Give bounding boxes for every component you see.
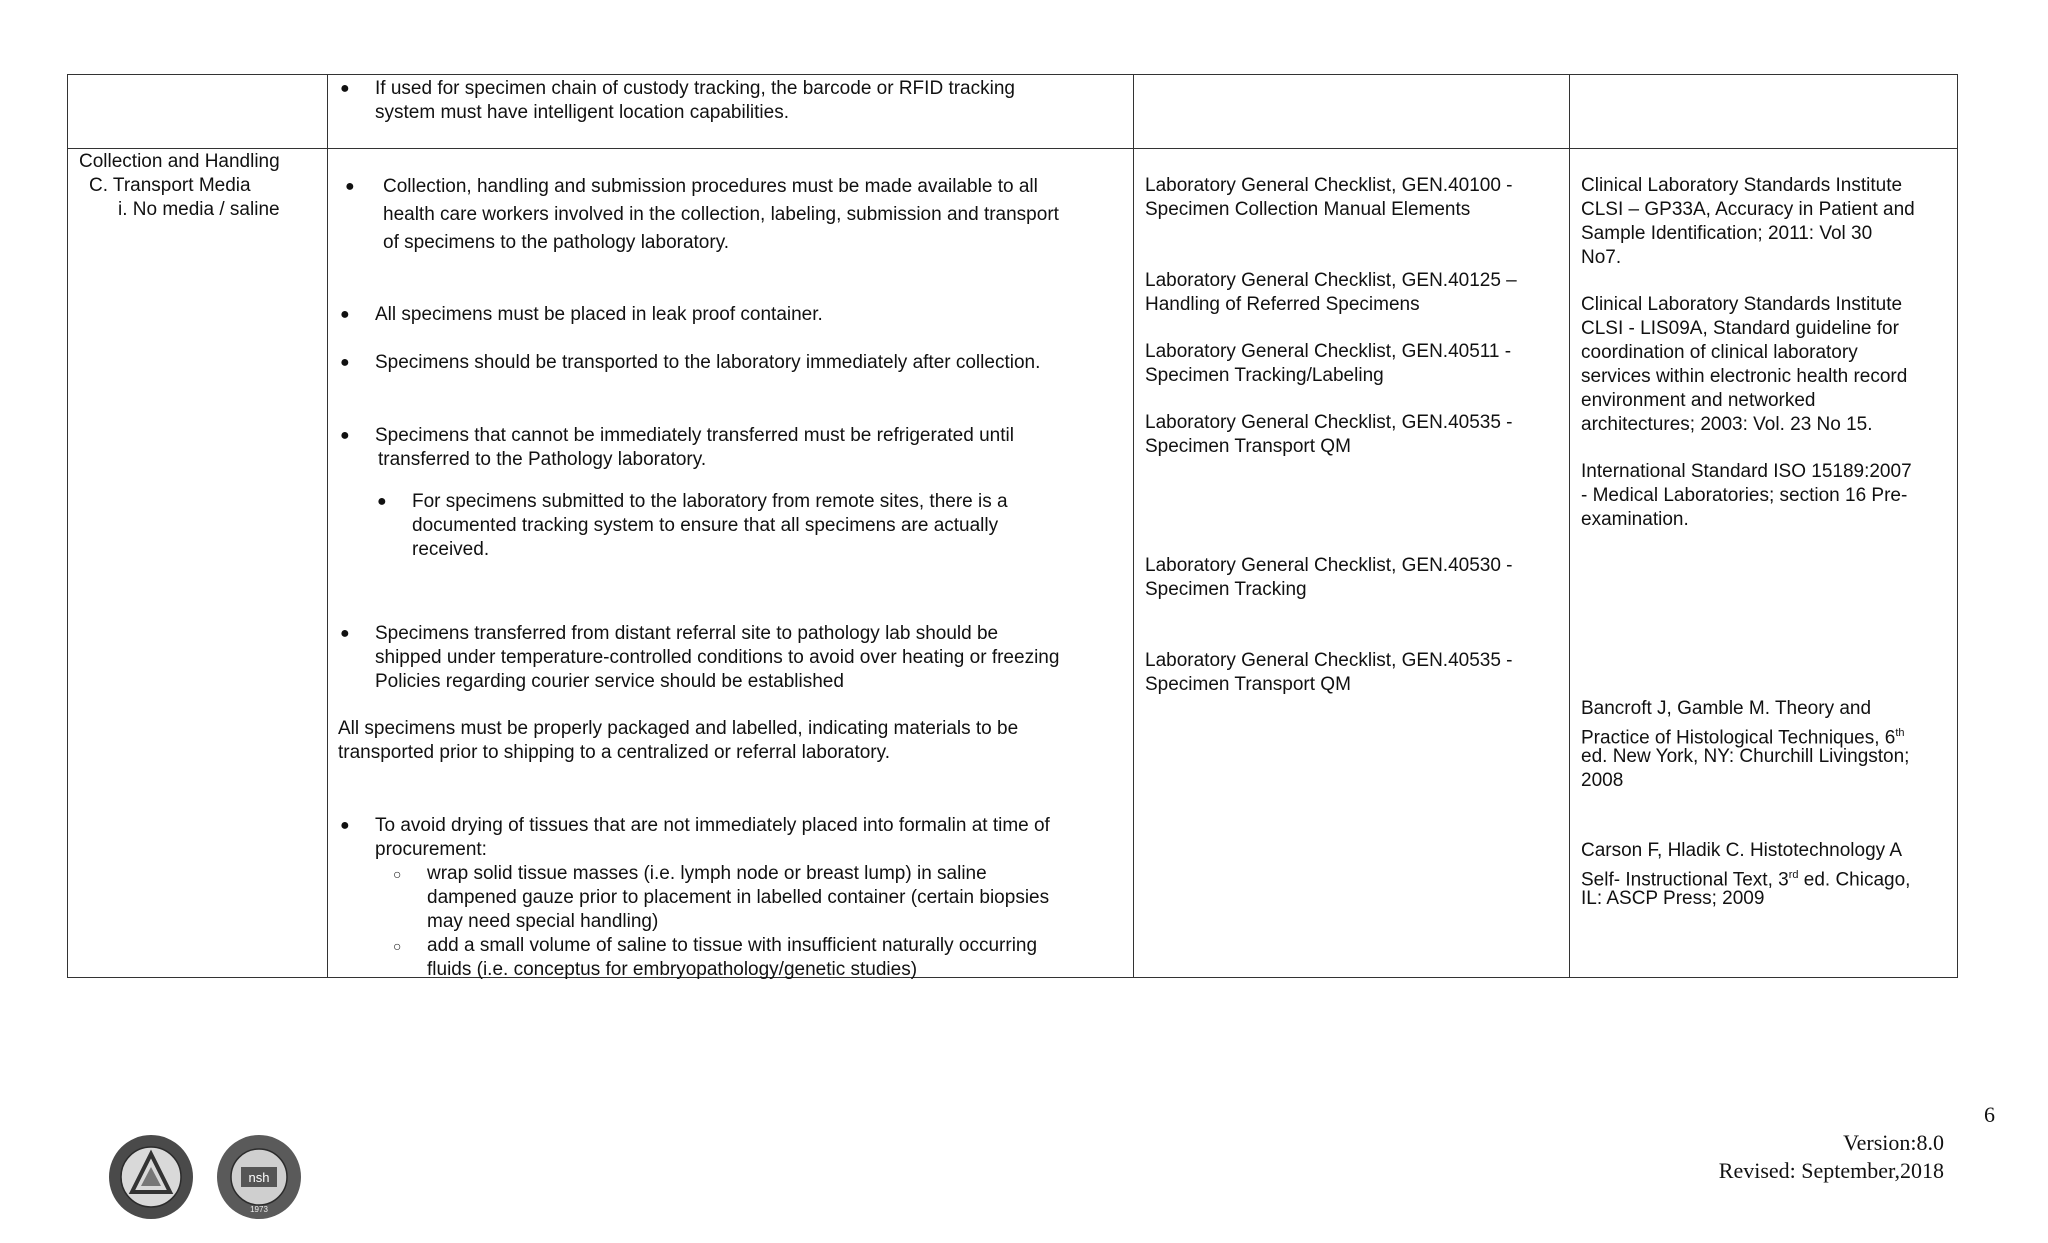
requirement-text: Specimens that cannot be immediately transferred must be refrigerated until — [375, 425, 1014, 446]
nsh-year: 1973 — [250, 1205, 268, 1214]
requirement-text: Specimens should be transported to the laboratory immediately after collection. — [375, 352, 1041, 373]
literature-reference: CLSI – GP33A, Accuracy in Patient and — [1581, 199, 1915, 220]
requirement-subtext: dampened gauze prior to placement in labelled container (certain biopsies — [427, 887, 1050, 908]
cap-seal-icon — [108, 1134, 194, 1220]
literature-reference: Bancroft J, Gamble M. Theory and — [1581, 698, 1872, 719]
sub-bullet-icon: ○ — [393, 866, 402, 882]
literature-reference: - Medical Laboratories; section 16 Pre- — [1581, 485, 1908, 506]
requirement-subtext: wrap solid tissue masses (i.e. lymph node or breast lump) in saline — [427, 863, 987, 884]
bullet-icon: ● — [340, 427, 350, 444]
requirement-text: To avoid drying of tissues that are not immediately placed into formalin at time of — [375, 815, 1050, 836]
literature-reference: Carson F, Hladik C. Histotechnology A — [1581, 840, 1903, 861]
checklist-reference: Specimen Collection Manual Elements — [1145, 199, 1471, 220]
checklist-reference: Specimen Tracking/Labeling — [1145, 365, 1384, 386]
superscript: rd — [1788, 869, 1799, 881]
version-label: Version:8.0 — [1843, 1130, 1944, 1155]
requirement-subtext: may need special handling) — [427, 911, 659, 932]
requirement-text: shipped under temperature-controlled conditions to avoid over heating or freezing — [375, 647, 1060, 668]
requirement-paragraph: All specimens must be properly packaged and labelled, indicating materials to be — [338, 718, 1019, 739]
bullet-icon: ● — [377, 493, 387, 510]
section-label: Collection and Handling — [79, 151, 280, 172]
row1-bullet-text: If used for specimen chain of custody tracking, the barcode or RFID tracking — [375, 78, 1015, 99]
checklist-reference: Laboratory General Checklist, GEN.40125 – — [1145, 270, 1517, 291]
requirement-text: All specimens must be placed in leak proof container. — [375, 304, 823, 325]
literature-reference: IL: ASCP Press; 2009 — [1581, 888, 1765, 909]
nsh-seal-icon — [216, 1134, 302, 1220]
bullet-icon: ● — [340, 625, 350, 642]
literature-reference: examination. — [1581, 509, 1689, 530]
literature-reference: coordination of clinical laboratory — [1581, 342, 1858, 363]
literature-reference: 2008 — [1581, 770, 1624, 791]
literature-reference: No7. — [1581, 247, 1622, 268]
bullet-icon: ● — [340, 306, 350, 323]
checklist-reference: Laboratory General Checklist, GEN.40100 - — [1145, 175, 1513, 196]
requirement-text: procurement: — [375, 839, 487, 860]
page-number: 6 — [1984, 1102, 1995, 1127]
literature-reference: International Standard ISO 15189:2007 — [1581, 461, 1912, 482]
revised-label: Revised: September,2018 — [1718, 1158, 1944, 1183]
checklist-reference: Laboratory General Checklist, GEN.40535 - — [1145, 412, 1513, 433]
literature-reference: architectures; 2003: Vol. 23 No 15. — [1581, 414, 1873, 435]
requirement-text: transferred to the Pathology laboratory. — [378, 449, 707, 470]
checklist-reference: Laboratory General Checklist, GEN.40530 - — [1145, 555, 1513, 576]
cap-logo — [108, 1134, 194, 1220]
checklist-reference: Specimen Transport QM — [1145, 436, 1351, 457]
row-divider — [68, 148, 1957, 149]
literature-reference: CLSI - LIS09A, Standard guideline for — [1581, 318, 1899, 339]
checklist-reference: Handling of Referred Specimens — [1145, 294, 1420, 315]
literature-reference: Clinical Laboratory Standards Institute — [1581, 175, 1903, 196]
column-divider — [1133, 75, 1134, 977]
checklist-reference: Specimen Transport QM — [1145, 674, 1351, 695]
column-divider — [1569, 75, 1570, 977]
checklist-reference: Laboratory General Checklist, GEN.40511 - — [1145, 341, 1512, 362]
literature-reference: services within electronic health record — [1581, 366, 1908, 387]
bullet-icon: ● — [340, 817, 350, 834]
column-divider — [327, 75, 328, 977]
section-label: i. No media / saline — [118, 199, 280, 220]
superscript: th — [1895, 727, 1905, 739]
nsh-logo — [216, 1134, 302, 1220]
ref-text: Practice of Histological Techniques, 6 — [1581, 727, 1896, 749]
requirement-subtext: fluids (i.e. conceptus for embryopathology/genetic studies) — [427, 959, 918, 980]
row1-bullet-text: system must have intelligent location capabilities. — [375, 102, 789, 123]
requirement-paragraph: transported prior to shipping to a centralized or referral laboratory. — [338, 742, 890, 763]
literature-reference: ed. New York, NY: Churchill Livingston; — [1581, 746, 1910, 767]
requirement-text: received. — [412, 539, 490, 560]
requirement-text: Specimens transferred from distant referral site to pathology lab should be — [375, 623, 999, 644]
bullet-icon: ● — [340, 354, 350, 371]
requirement-text: health care workers involved in the collection, labeling, submission and transport — [383, 204, 1059, 225]
nsh-initials: nsh — [248, 1170, 270, 1185]
sub-bullet-icon: ○ — [393, 938, 402, 954]
literature-reference: Sample Identification; 2011: Vol 30 — [1581, 223, 1873, 244]
bullet-icon: ● — [345, 178, 355, 195]
ref-text: ed. Chicago, — [1798, 869, 1911, 891]
requirement-text: For specimens submitted to the laboratory from remote sites, there is a — [412, 491, 1008, 512]
requirement-text: Collection, handling and submission procedures must be made available to all — [383, 176, 1038, 197]
checklist-reference: Laboratory General Checklist, GEN.40535 - — [1145, 650, 1513, 671]
literature-reference: Clinical Laboratory Standards Institute — [1581, 294, 1903, 315]
checklist-reference: Specimen Tracking — [1145, 579, 1307, 600]
ref-text: Self- Instructional Text, 3 — [1581, 869, 1789, 891]
requirement-text: documented tracking system to ensure that all specimens are actually — [412, 515, 999, 536]
bullet-icon: ● — [340, 80, 350, 97]
requirement-text: of specimens to the pathology laboratory. — [383, 232, 730, 253]
literature-reference: environment and networked — [1581, 390, 1816, 411]
requirement-text: Policies regarding courier service should be established — [375, 671, 844, 692]
requirement-subtext: add a small volume of saline to tissue with insufficient naturally occurring — [427, 935, 1038, 956]
section-label: C. Transport Media — [89, 175, 251, 196]
